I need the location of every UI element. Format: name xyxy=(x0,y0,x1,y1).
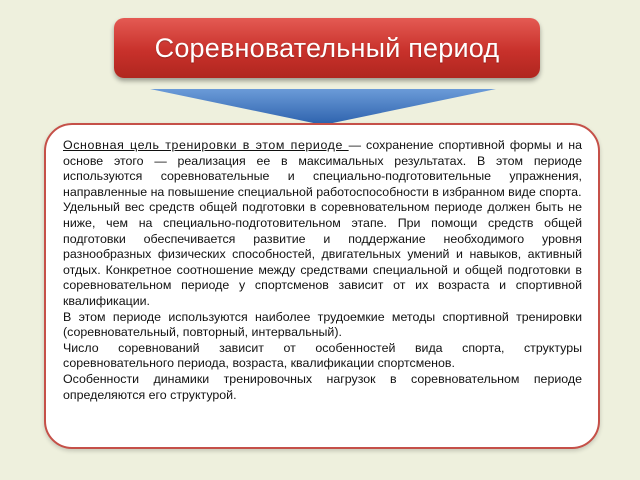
paragraph-competitions: Число соревнований зависит от особенностей вида спорта, структуры соревновательного периода, возраста, квалификации спортсменов. xyxy=(63,340,582,371)
paragraph-text: — сохранение спортивной формы и на основе этого — реализация ее в максимальных результатах. В этом периоде используются соревновательные и специально-подготовительные упражнения, направленные на повышение специальной работоспособности в избранном виде спорта. xyxy=(63,138,582,199)
paragraph-lead: Основная цель тренировки в этом периоде xyxy=(63,138,349,152)
paragraph-general-training: Удельный вес средств общей подготовки в соревновательном периоде должен быть не ниже, чем на специально-подготовительном этапе. При помощи средств общей подготовки обеспечивается развитие и поддержание необходимого уровня разнообразных физических способностей, двигательных умений и навыков, активный отдых. Конкретное соотношение между средствами специальной и общей подготовки в соревновательном периоде у спортсменов зависит от их возраста и спортивной квалификации. xyxy=(63,200,582,308)
content-panel xyxy=(44,123,600,449)
slide-title: Соревновательный период xyxy=(154,32,500,63)
paragraph-methods: В этом периоде используются наиболее трудоемкие методы спортивной тренировки (соревновательный, повторный, интервальный). xyxy=(63,309,582,340)
paragraph-goal xyxy=(63,138,582,200)
paragraph-load-dynamics: Особенности динамики тренировочных нагрузок в соревновательном периоде определяются его структурой. xyxy=(63,371,582,402)
down-arrow-icon xyxy=(150,89,496,125)
title-banner xyxy=(114,18,540,78)
